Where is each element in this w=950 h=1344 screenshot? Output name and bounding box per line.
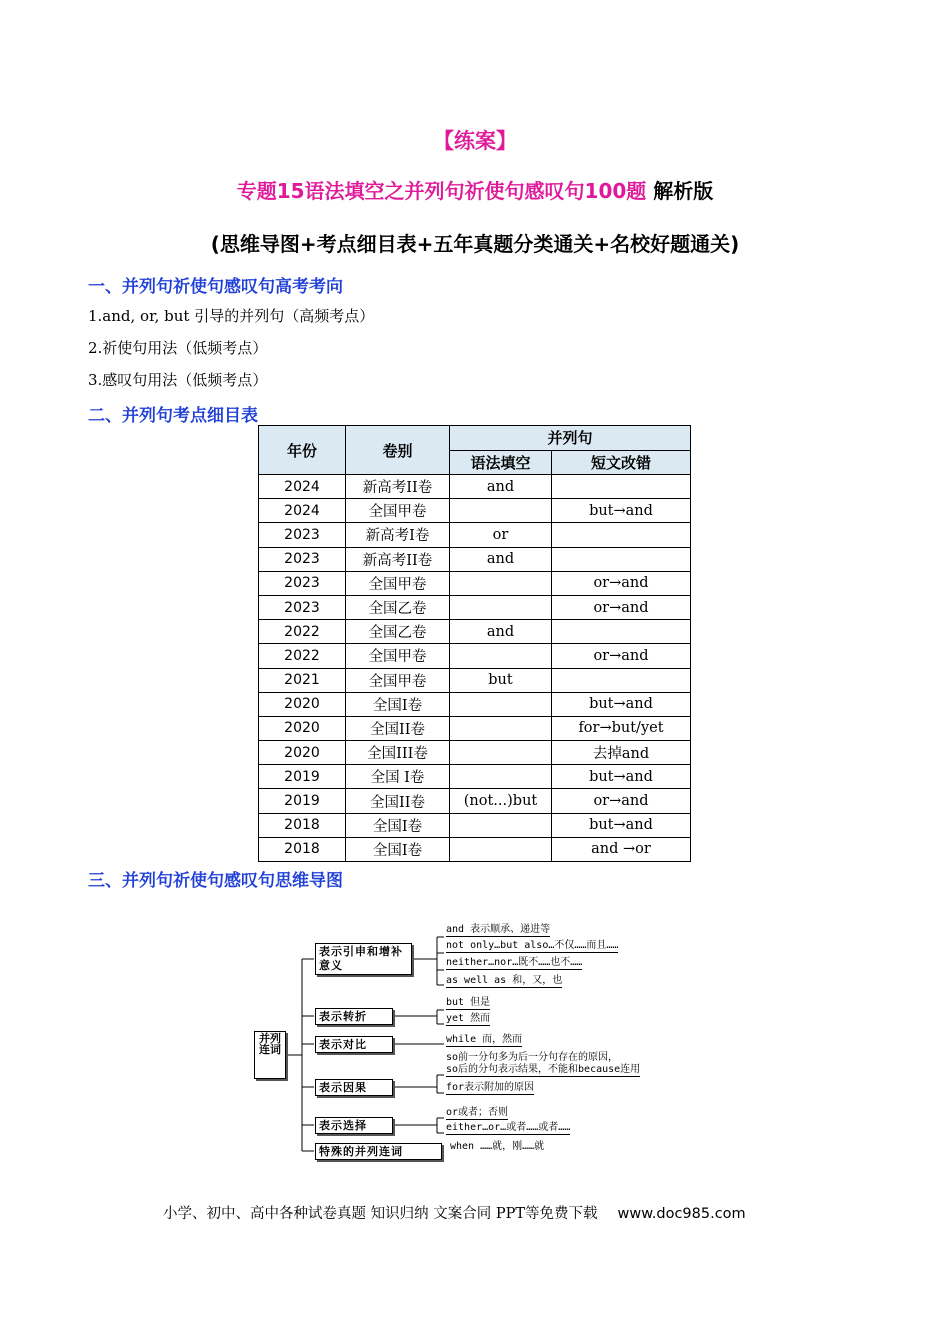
cell-paper: 全国II卷 xyxy=(346,716,450,740)
table-row xyxy=(259,644,691,668)
table-row xyxy=(259,741,691,765)
cell-fill: or xyxy=(450,523,552,547)
cell-fill xyxy=(450,571,552,595)
mindmap-leaf: or或者；否则 xyxy=(446,1107,509,1118)
mindmap-leaf: when ……就，刚……就 xyxy=(450,1141,545,1152)
cell-fill xyxy=(450,765,552,789)
cell-correct: but→and xyxy=(552,499,691,523)
footer-url[interactable]: www.doc985.com xyxy=(617,1206,746,1222)
cell-fill: but xyxy=(450,668,552,692)
cell-year: 2019 xyxy=(259,765,346,789)
cell-correct: or→and xyxy=(552,644,691,668)
exam-points-table xyxy=(258,425,691,862)
cell-year: 2020 xyxy=(259,692,346,716)
cell-year: 2023 xyxy=(259,571,346,595)
section1-item-2: 2.祈使句用法（低频考点） xyxy=(88,339,268,357)
cell-year: 2022 xyxy=(259,620,346,644)
table-row xyxy=(259,813,691,837)
cell-fill: and xyxy=(450,620,552,644)
cell-fill xyxy=(450,595,552,619)
mindmap-branch-extension: 表示引申和增补意义 xyxy=(315,943,412,975)
doc-subtitle: (思维导图+考点细目表+五年真题分类通关+名校好题通关) xyxy=(210,232,740,256)
col-fill-header: 语法填空 xyxy=(450,450,552,475)
table-row xyxy=(259,620,691,644)
cell-paper: 全国I卷 xyxy=(346,692,450,716)
cell-fill xyxy=(450,644,552,668)
mindmap-leaf: neither…nor…既不……也不…… xyxy=(446,957,583,968)
cell-correct: or→and xyxy=(552,571,691,595)
mindmap-root: 并列连词 xyxy=(254,1031,286,1079)
cell-correct: 去掉and xyxy=(552,741,691,765)
kicker: 【练案】 xyxy=(433,129,517,153)
cell-year: 2022 xyxy=(259,644,346,668)
cell-paper: 全国甲卷 xyxy=(346,668,450,692)
col-correct-header: 短文改错 xyxy=(552,450,691,475)
cell-fill xyxy=(450,692,552,716)
cell-correct: and →or xyxy=(552,837,691,861)
mindmap-leaf: yet 然而 xyxy=(446,1013,491,1024)
cell-correct: or→and xyxy=(552,595,691,619)
footer xyxy=(163,1202,746,1223)
doc-title xyxy=(0,175,950,204)
cell-year: 2023 xyxy=(259,595,346,619)
cell-fill: (not...)but xyxy=(450,789,552,813)
mindmap-leaf: but 但是 xyxy=(446,997,491,1008)
mindmap-leaf: for表示附加的原因 xyxy=(446,1082,535,1093)
mindmap-leaf: not only…but also…不仅……而且…… xyxy=(446,940,619,951)
cell-correct: or→and xyxy=(552,789,691,813)
mindmap xyxy=(252,915,712,1165)
cell-paper: 全国甲卷 xyxy=(346,499,450,523)
cell-paper: 全国甲卷 xyxy=(346,571,450,595)
section1-item-1: 1.and, or, but 引导的并列句（高频考点） xyxy=(88,307,375,325)
table-row xyxy=(259,668,691,692)
table-row xyxy=(259,716,691,740)
cell-fill: and xyxy=(450,475,552,499)
cell-paper: 全国II卷 xyxy=(346,789,450,813)
cell-correct xyxy=(552,668,691,692)
cell-correct: but→and xyxy=(552,692,691,716)
cell-year: 2021 xyxy=(259,668,346,692)
cell-year: 2020 xyxy=(259,741,346,765)
col-group-header: 并列句 xyxy=(450,426,691,451)
table-row xyxy=(259,571,691,595)
cell-fill xyxy=(450,499,552,523)
cell-fill xyxy=(450,837,552,861)
cell-correct: but→and xyxy=(552,813,691,837)
cell-fill xyxy=(450,716,552,740)
cell-year: 2023 xyxy=(259,523,346,547)
mindmap-leaf: and 表示顺承、递进等 xyxy=(446,924,551,935)
title-suffix: 解析版 xyxy=(646,179,714,203)
mindmap-leaf: while 而，然而 xyxy=(446,1034,523,1045)
cell-year: 2020 xyxy=(259,716,346,740)
cell-fill: and xyxy=(450,547,552,571)
cell-correct: for→but/yet xyxy=(552,716,691,740)
cell-paper: 全国甲卷 xyxy=(346,644,450,668)
cell-year: 2023 xyxy=(259,547,346,571)
title-main: 专题15语法填空之并列句祈使句感叹句100题 xyxy=(236,179,647,203)
cell-paper: 全国乙卷 xyxy=(346,595,450,619)
cell-correct xyxy=(552,523,691,547)
section3-heading: 三、并列句祈使句感叹句思维导图 xyxy=(88,871,343,891)
mindmap-branch-contrast: 表示转折 xyxy=(315,1008,393,1025)
cell-year: 2018 xyxy=(259,837,346,861)
mindmap-leaf: so前一分句多为后一分句存在的原因， xyxy=(446,1052,619,1063)
table-row xyxy=(259,475,691,499)
table-row xyxy=(259,789,691,813)
col-paper-header: 卷别 xyxy=(346,426,450,475)
cell-correct xyxy=(552,547,691,571)
cell-year: 2018 xyxy=(259,813,346,837)
mindmap-branch-cause-effect: 表示因果 xyxy=(315,1079,393,1096)
cell-paper: 全国I卷 xyxy=(346,837,450,861)
table-row xyxy=(259,765,691,789)
cell-year: 2019 xyxy=(259,789,346,813)
mindmap-leaf: either…or…或者……或者…… xyxy=(446,1122,571,1133)
mindmap-leaf: so后的分句表示结果，不能和because连用 xyxy=(446,1064,641,1075)
mindmap-leaf: as well as 和，又，也 xyxy=(446,975,563,986)
mindmap-branch-comparison: 表示对比 xyxy=(315,1036,393,1053)
cell-year: 2024 xyxy=(259,499,346,523)
cell-fill xyxy=(450,813,552,837)
footer-text: 小学、初中、高中各种试卷真题 知识归纳 文案合同 PPT等免费下载 xyxy=(163,1206,598,1222)
section2-heading: 二、并列句考点细目表 xyxy=(88,406,258,426)
cell-paper: 全国I卷 xyxy=(346,813,450,837)
table-row xyxy=(259,837,691,861)
cell-paper: 新高考I卷 xyxy=(346,523,450,547)
mindmap-branch-special: 特殊的并列连词 xyxy=(315,1143,442,1160)
cell-paper: 全国III卷 xyxy=(346,741,450,765)
table-row xyxy=(259,523,691,547)
cell-correct xyxy=(552,620,691,644)
cell-paper: 新高考II卷 xyxy=(346,547,450,571)
cell-year: 2024 xyxy=(259,475,346,499)
mindmap-branch-choice: 表示选择 xyxy=(315,1117,393,1134)
cell-fill xyxy=(450,741,552,765)
cell-paper: 全国 I卷 xyxy=(346,765,450,789)
cell-paper: 全国乙卷 xyxy=(346,620,450,644)
cell-correct: but→and xyxy=(552,765,691,789)
table-row xyxy=(259,595,691,619)
col-year-header: 年份 xyxy=(259,426,346,475)
table-row xyxy=(259,499,691,523)
cell-paper: 新高考II卷 xyxy=(346,475,450,499)
section1-item-3: 3.感叹句用法（低频考点） xyxy=(88,371,268,389)
cell-correct xyxy=(552,475,691,499)
table-row xyxy=(259,547,691,571)
table-row xyxy=(259,692,691,716)
section1-heading: 一、并列句祈使句感叹句高考考向 xyxy=(88,277,343,297)
